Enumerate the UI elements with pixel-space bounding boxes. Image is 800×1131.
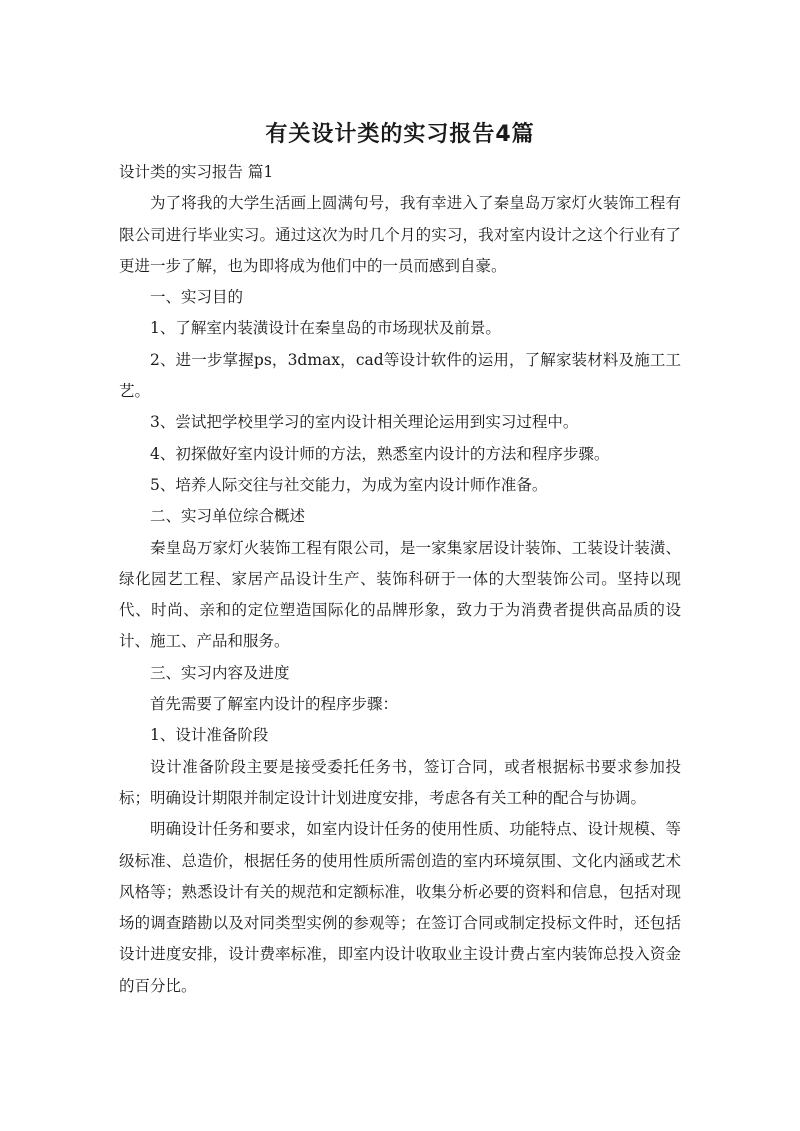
- paragraph-design-requirements: 明确设计任务和要求，如室内设计任务的使用性质、功能特点、设计规模、等级标准、总造价，根据任务的使用性质所需创造的室内环境氛围、文化内涵或艺术风格等；熟悉设计有关的规范和定额标准，收集分析必要的资料和信息，包括对现场的调查踏勘以及对同类型实例的参观等；在签订合同或制定投标文件时，还包括设计进度安排，设计费率标准，即室内设计收取业主设计费占室内装饰总投入资金的百分比。: [119, 820, 681, 995]
- heading-design-prep: 1、设计准备阶段: [150, 726, 269, 745]
- heading-company-overview: 二、实习单位综合概述: [150, 507, 306, 526]
- document-body: [119, 157, 681, 1002]
- heading-content-progress: 三、实习内容及进度: [150, 663, 290, 682]
- paragraph-design-prep: 设计准备阶段主要是接受委托任务书，签订合同，或者根据标书要求参加投标；明确设计期限并制定设计计划进度安排，考虑各有关工种的配合与协调。: [119, 757, 681, 807]
- list-item-purpose-1: 1、了解室内装潢设计在秦皇岛的市场现状及前景。: [150, 319, 501, 338]
- heading-purpose: 一、实习目的: [150, 288, 244, 307]
- page-title: 有关设计类的实习报告4篇: [265, 122, 535, 147]
- list-item-purpose-4: 4、初探做好室内设计师的方法，熟悉室内设计的方法和程序步骤。: [150, 444, 610, 463]
- paragraph-company-overview: 秦皇岛万家灯火装饰工程有限公司，是一家集家居设计装饰、工装设计装潢、绿化园艺工程、家居产品设计生产、装饰科研于一体的大型装饰公司。坚持以现代、时尚、亲和的定位塑造国际化的品牌形象，致力于为消费者提供高品质的设计、施工、产品和服务。: [119, 538, 681, 651]
- list-item-purpose-5: 5、培养人际交往与社交能力，为成为室内设计师作准备。: [150, 475, 548, 494]
- section-heading: 设计类的实习报告 篇1: [119, 163, 274, 181]
- paragraph-intro: 为了将我的大学生活画上圆满句号，我有幸进入了秦皇岛万家灯火装饰工程有限公司进行毕业实习。通过这次为时几个月的实习，我对室内设计之这个行业有了更进一步了解，也为即将成为他们中的一员而感到自豪。: [119, 194, 681, 275]
- list-item-purpose-2: 2、进一步掌握ps，3dmax，cad等设计软件的运用，了解家装材料及施工工艺。: [119, 350, 681, 401]
- paragraph-procedure-intro: 首先需要了解室内设计的程序步骤：: [150, 695, 399, 714]
- list-item-purpose-3: 3、尝试把学校里学习的室内设计相关理论运用到实习过程中。: [150, 413, 579, 432]
